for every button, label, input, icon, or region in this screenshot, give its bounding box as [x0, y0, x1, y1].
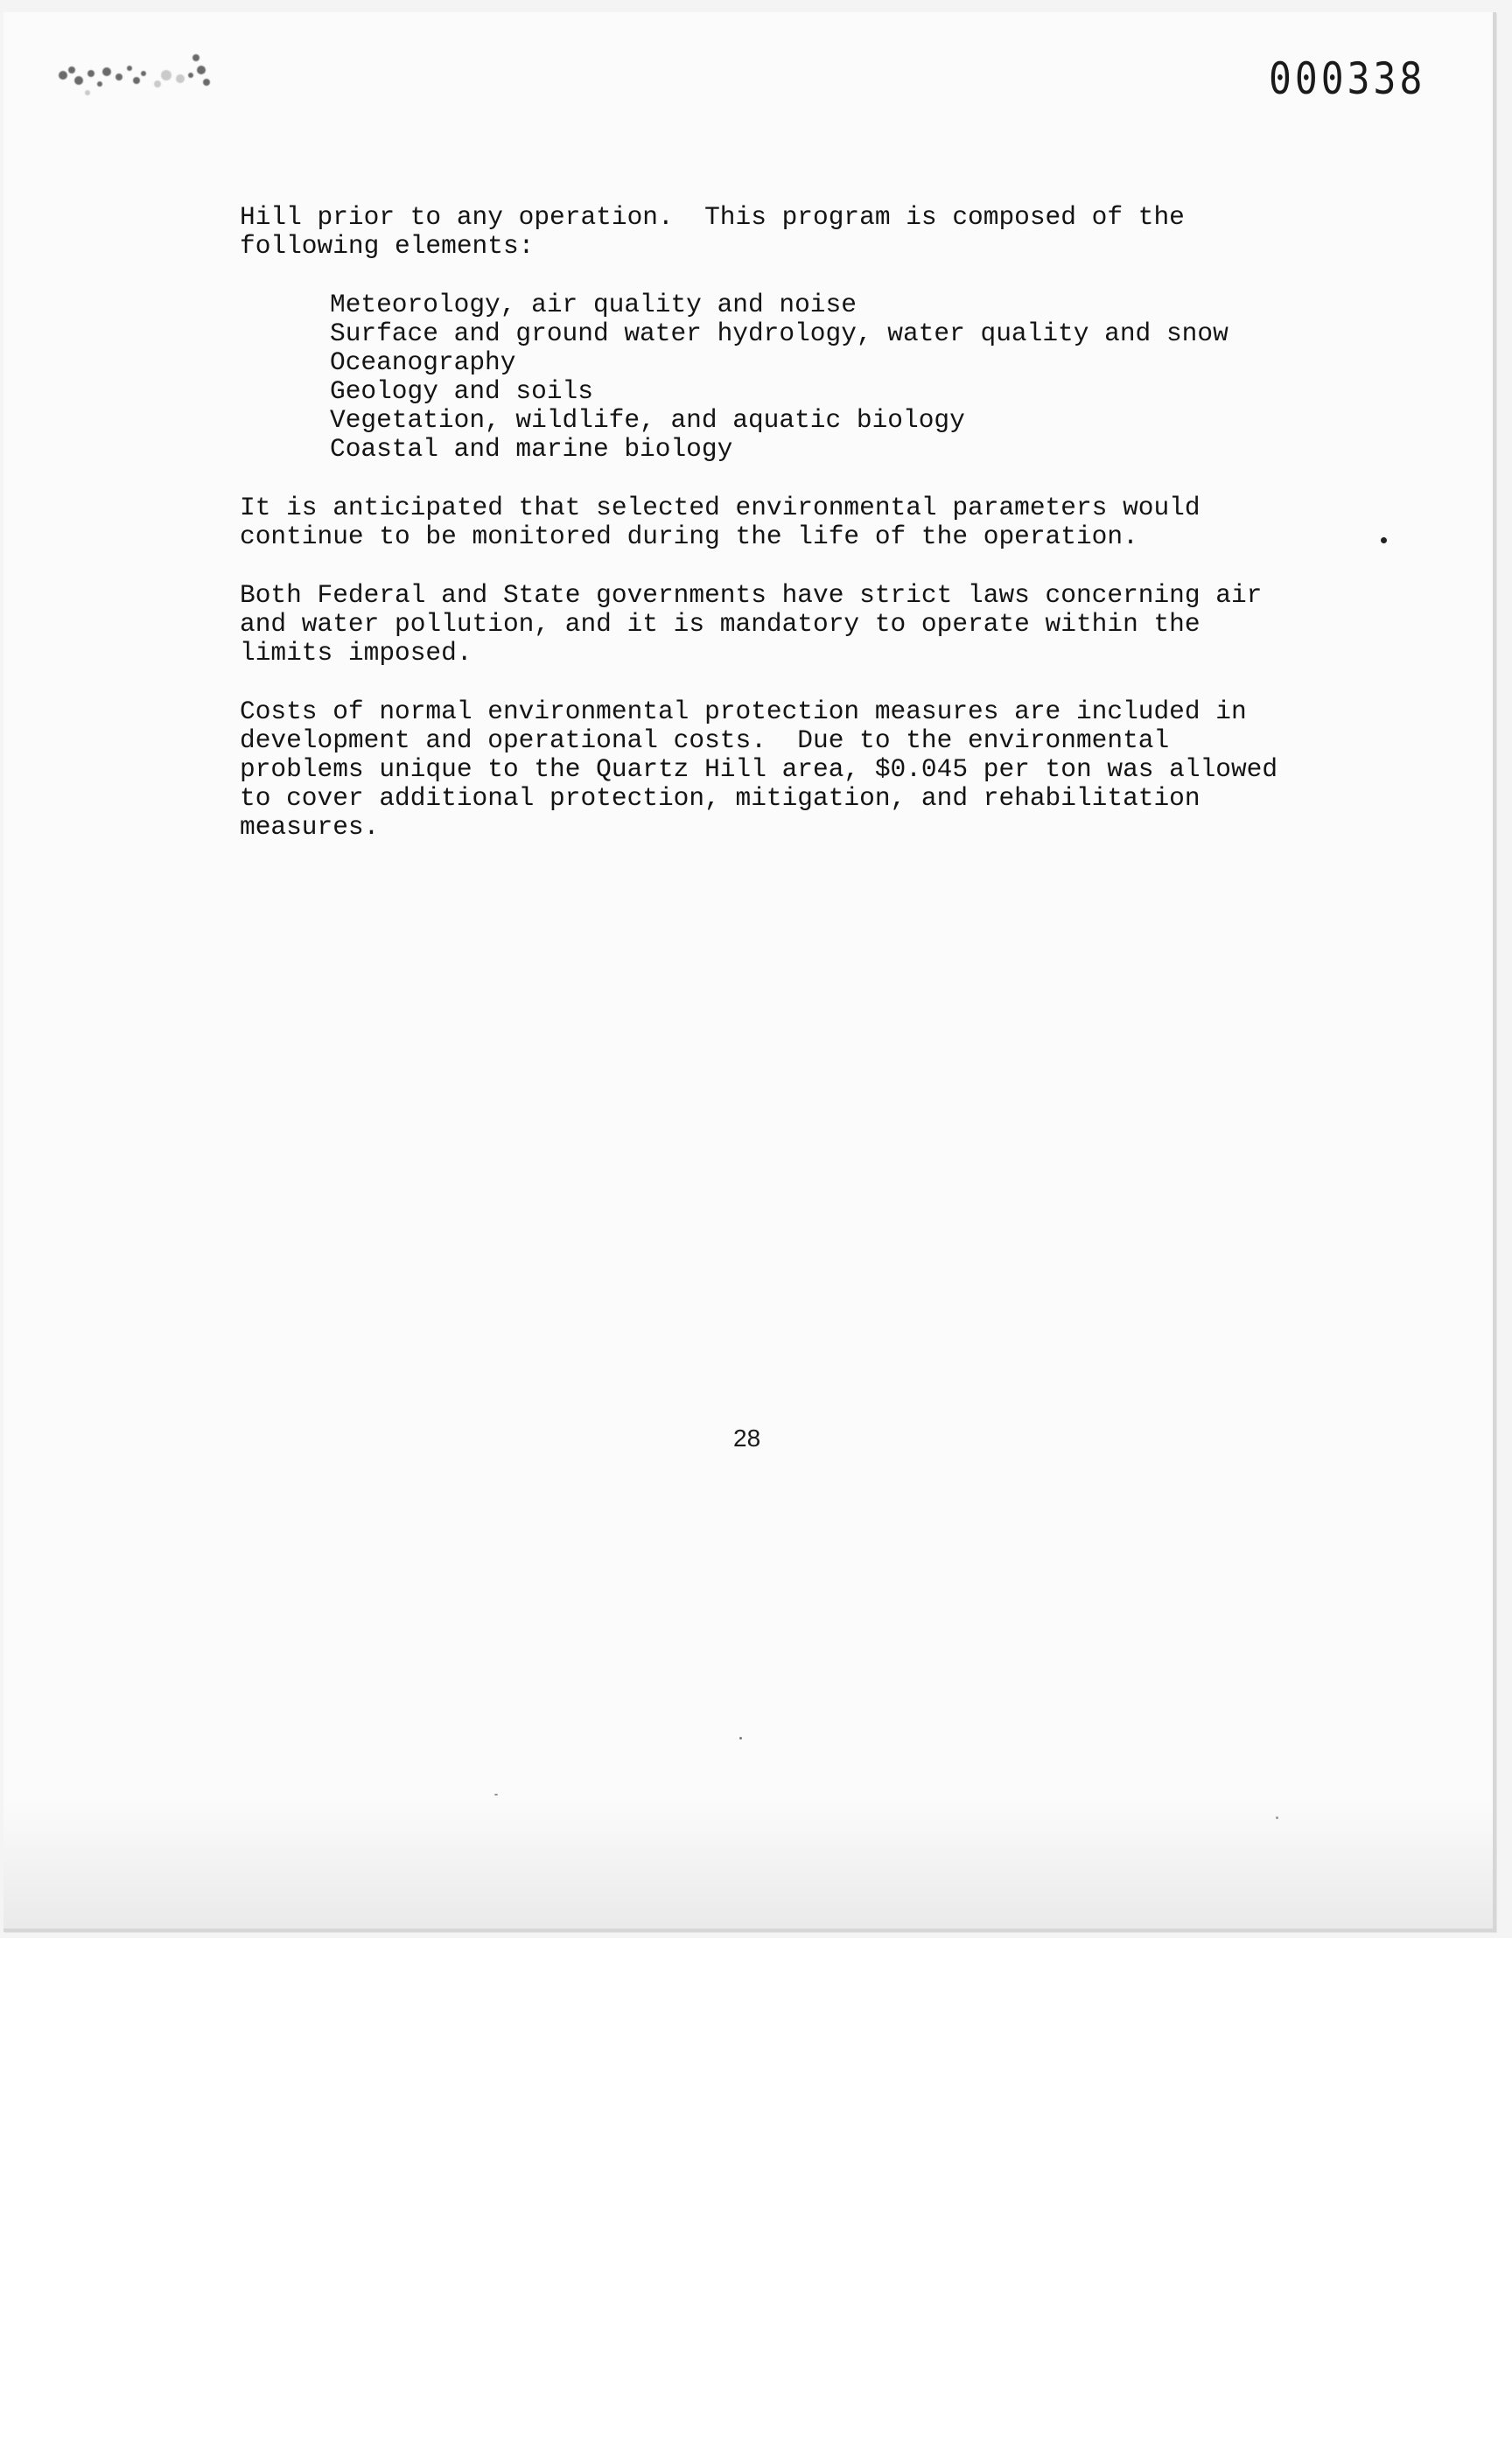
- text-line: Hill prior to any operation. This program is composed of the: [240, 202, 1185, 232]
- text-line: It is anticipated that selected environmental parameters would: [240, 493, 1200, 522]
- list-item: Vegetation, wildlife, and aquatic biology: [330, 405, 965, 435]
- text-line: Both Federal and State governments have strict laws concerning air: [240, 580, 1263, 610]
- text-line: problems unique to the Quartz Hill area, $0.045 per ton was allowed: [240, 754, 1278, 784]
- text-line: to cover additional protection, mitigation, and rehabilitation: [240, 783, 1200, 813]
- scan-speck: [739, 1737, 742, 1740]
- scan-speck: [494, 1794, 498, 1796]
- text-line: following elements:: [240, 231, 535, 261]
- paragraph-spacer: [240, 668, 1237, 697]
- text-line: Costs of normal environmental protection measures are included in: [240, 696, 1247, 726]
- paragraph-monitoring: [240, 494, 1237, 551]
- bates-number: 000338: [1269, 54, 1426, 105]
- paragraph-spacer: [240, 551, 1237, 581]
- paragraph-intro: [240, 203, 1237, 261]
- text-line: measures.: [240, 812, 380, 842]
- environmental-elements-list: [240, 290, 1237, 464]
- paragraph-pollution-laws: [240, 580, 1263, 668]
- scan-bottom-shading: [4, 1802, 1493, 1928]
- page-number: 28: [733, 1424, 761, 1452]
- list-item: Coastal and marine biology: [330, 434, 733, 464]
- scan-speck: [1381, 537, 1387, 543]
- smudged-stamp-icon: [52, 49, 219, 110]
- text-line: and water pollution, and it is mandatory to operate within the: [240, 609, 1200, 639]
- body-text: [240, 202, 1278, 842]
- list-item: Surface and ground water hydrology, water quality and snow: [330, 318, 1228, 348]
- list-item: Oceanography: [330, 347, 516, 377]
- text-line: limits imposed.: [240, 638, 472, 668]
- paragraph-costs: [240, 696, 1278, 842]
- text-line: continue to be monitored during the life of the operation.: [240, 522, 1138, 551]
- text-line: development and operational costs. Due to the environmental: [240, 725, 1170, 755]
- list-item: Meteorology, air quality and noise: [330, 290, 857, 319]
- list-item: Geology and soils: [330, 376, 593, 406]
